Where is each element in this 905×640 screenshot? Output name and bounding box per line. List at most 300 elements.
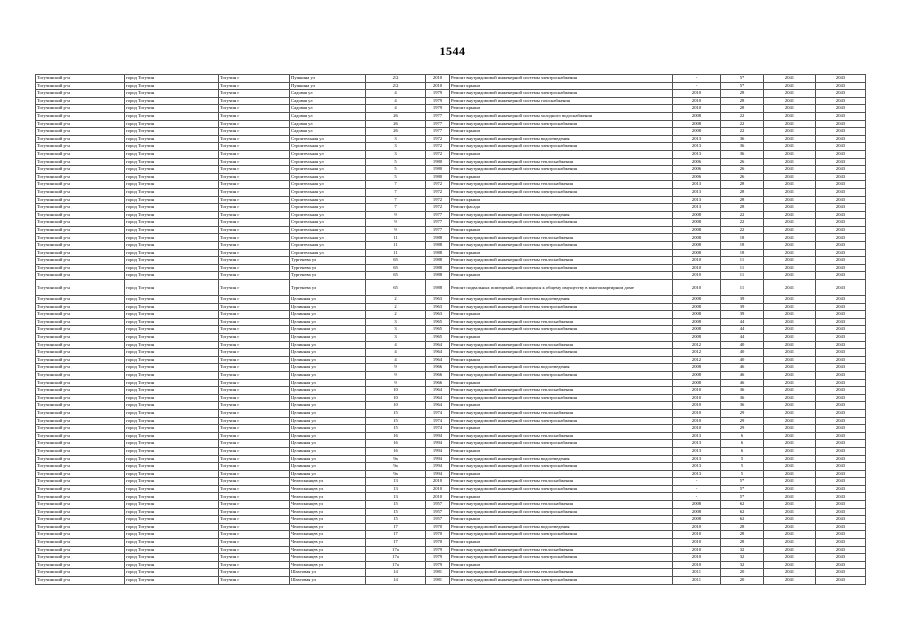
cell-dur: 5 (721, 455, 764, 463)
cell-district: Тогучинский р-н (36, 112, 125, 120)
cell-locality: Тогучин г (219, 463, 290, 471)
cell-work: Ремонт внутридомовой инженерной системы электроснабжения (450, 188, 673, 196)
table-row (36, 447, 866, 455)
cell-district: Тогучинский р-н (36, 432, 125, 440)
table-row (36, 364, 866, 372)
cell-ys: 2010 (673, 417, 721, 425)
cell-ys: 2011 (673, 577, 721, 585)
table-row (36, 478, 866, 486)
table-row (36, 143, 866, 151)
cell-work: Ремонт внутридомовой инженерной системы электроснабжения (450, 326, 673, 334)
cell-work: Ремонт внутридомовой инженерной системы электроснабжения (450, 394, 673, 402)
table-row (36, 226, 866, 234)
cell-to: 2043 (816, 296, 866, 304)
cell-dur: 40 (721, 349, 764, 357)
cell-from: 2041 (764, 402, 816, 410)
cell-dur: 36 (721, 402, 764, 410)
cell-from: 2041 (764, 349, 816, 357)
cell-district: Тогучинский р-н (36, 463, 125, 471)
cell-street: Целинная ул (290, 387, 366, 395)
cell-dur: 36 (721, 135, 764, 143)
cell-dur: 28 (721, 181, 764, 189)
cell-from: 2041 (764, 196, 816, 204)
cell-from: 2041 (764, 539, 816, 547)
cell-district: Тогучинский р-н (36, 166, 125, 174)
cell-to: 2043 (816, 234, 866, 242)
cell-locality: Тогучин г (219, 508, 290, 516)
cell-dur: 11 (721, 264, 764, 272)
cell-to: 2043 (816, 425, 866, 433)
cell-to: 2043 (816, 417, 866, 425)
table-row (36, 112, 866, 120)
cell-locality: Тогучин г (219, 143, 290, 151)
cell-work: Ремонт крыши (450, 272, 673, 280)
cell-year: 1979 (426, 105, 450, 113)
cell-district: Тогучинский р-н (36, 523, 125, 531)
table-row (36, 356, 866, 364)
cell-district: Тогучинский р-н (36, 326, 125, 334)
cell-locality: Тогучин г (219, 249, 290, 257)
cell-dur: 22 (721, 226, 764, 234)
cell-year: 1980 (426, 158, 450, 166)
cell-work: Ремонт внутридомовой инженерной системы водоотведения (450, 523, 673, 531)
cell-house: 2/2 (366, 75, 426, 83)
cell-street: Строительная ул (290, 188, 366, 196)
cell-street: Целинная ул (290, 440, 366, 448)
cell-street: Садовая ул (290, 120, 366, 128)
cell-locality: Тогучин г (219, 219, 290, 227)
cell-street: Строительная ул (290, 196, 366, 204)
cell-settlement: город Тогучин (125, 158, 219, 166)
cell-settlement: город Тогучин (125, 303, 219, 311)
cell-house: 9 (366, 211, 426, 219)
cell-ys: 2010 (673, 561, 721, 569)
cell-dur: 28 (721, 531, 764, 539)
cell-year: 1974 (426, 409, 450, 417)
cell-to: 2043 (816, 463, 866, 471)
cell-from: 2041 (764, 326, 816, 334)
cell-locality: Тогучин г (219, 82, 290, 90)
cell-district: Тогучинский р-н (36, 296, 125, 304)
table-row (36, 569, 866, 577)
cell-street: Строительная ул (290, 135, 366, 143)
cell-house: 15 (366, 417, 426, 425)
cell-ys: 2013 (673, 447, 721, 455)
cell-ys: 2008 (673, 242, 721, 250)
cell-from: 2041 (764, 112, 816, 120)
cell-district: Тогучинский р-н (36, 349, 125, 357)
cell-settlement: город Тогучин (125, 523, 219, 531)
cell-locality: Тогучин г (219, 394, 290, 402)
cell-ys: 2010 (673, 539, 721, 547)
cell-district: Тогучинский р-н (36, 173, 125, 181)
cell-house: 3 (366, 334, 426, 342)
cell-to: 2043 (816, 166, 866, 174)
table-row (36, 204, 866, 212)
cell-ys: 2012 (673, 349, 721, 357)
cell-settlement: город Тогучин (125, 379, 219, 387)
cell-house: 10 (366, 394, 426, 402)
cell-to: 2043 (816, 272, 866, 280)
table-row (36, 334, 866, 342)
table-row (36, 90, 866, 98)
cell-work: Ремонт внутридомовой инженерной системы электроснабжения (450, 143, 673, 151)
cell-year: 1977 (426, 226, 450, 234)
cell-locality: Тогучин г (219, 257, 290, 265)
cell-from: 2041 (764, 249, 816, 257)
cell-ys: 2012 (673, 356, 721, 364)
cell-house: 7 (366, 188, 426, 196)
cell-from: 2041 (764, 188, 816, 196)
cell-street: Садовая ул (290, 97, 366, 105)
table-row (36, 158, 866, 166)
cell-settlement: город Тогучин (125, 349, 219, 357)
cell-to: 2043 (816, 554, 866, 562)
cell-year: 2010 (426, 82, 450, 90)
cell-to: 2043 (816, 387, 866, 395)
cell-dur: 22 (721, 128, 764, 136)
cell-work: Ремонт внутридомовой инженерной системы электроснабжения (450, 531, 673, 539)
cell-settlement: город Тогучин (125, 516, 219, 524)
cell-from: 2041 (764, 478, 816, 486)
cell-locality: Тогучин г (219, 272, 290, 280)
table-row (36, 135, 866, 143)
cell-year: 1994 (426, 455, 450, 463)
cell-house: 9а (366, 470, 426, 478)
cell-dur: 39 (721, 303, 764, 311)
table-row (36, 440, 866, 448)
cell-ys: 2013 (673, 204, 721, 212)
cell-dur: 29 (721, 409, 764, 417)
cell-street: Челюскинцев ул (290, 546, 366, 554)
cell-work: Ремонт внутридомовой инженерной системы электроснабжения (450, 508, 673, 516)
cell-year: 1970 (426, 531, 450, 539)
cell-to: 2043 (816, 75, 866, 83)
cell-house: 26 (366, 112, 426, 120)
cell-from: 2041 (764, 531, 816, 539)
cell-street: Садовая ул (290, 112, 366, 120)
cell-dur: 29 (721, 417, 764, 425)
cell-to: 2043 (816, 516, 866, 524)
cell-district: Тогучинский р-н (36, 257, 125, 265)
cell-ys: 2010 (673, 280, 721, 296)
cell-dur: 44 (721, 326, 764, 334)
cell-dur: 11 (721, 272, 764, 280)
cell-district: Тогучинский р-н (36, 569, 125, 577)
cell-ys: 2010 (673, 554, 721, 562)
cell-year: 1980 (426, 166, 450, 174)
cell-from: 2041 (764, 356, 816, 364)
cell-ys: 2008 (673, 226, 721, 234)
cell-house: 5 (366, 158, 426, 166)
cell-district: Тогучинский р-н (36, 516, 125, 524)
cell-district: Тогучинский р-н (36, 196, 125, 204)
cell-to: 2043 (816, 264, 866, 272)
cell-house: 3 (366, 326, 426, 334)
cell-house: 4 (366, 105, 426, 113)
cell-ys: 2008 (673, 364, 721, 372)
table-row (36, 234, 866, 242)
cell-year: 1977 (426, 120, 450, 128)
cell-to: 2043 (816, 485, 866, 493)
table-body (36, 75, 866, 585)
cell-work: Ремонт внутридомовой инженерной системы теплоснабжения (450, 158, 673, 166)
cell-district: Тогучинский р-н (36, 455, 125, 463)
table-row (36, 280, 866, 296)
cell-ys: 2013 (673, 470, 721, 478)
cell-locality: Тогучин г (219, 105, 290, 113)
cell-street: Строительная ул (290, 173, 366, 181)
cell-to: 2043 (816, 303, 866, 311)
cell-year: 1965 (426, 326, 450, 334)
cell-to: 2043 (816, 501, 866, 509)
cell-work: Ремонт внутридомовой инженерной системы теплоснабжения (450, 432, 673, 440)
cell-house: 4 (366, 341, 426, 349)
cell-ys: 2010 (673, 402, 721, 410)
cell-district: Тогучинский р-н (36, 219, 125, 227)
cell-locality: Тогучин г (219, 561, 290, 569)
cell-locality: Тогучин г (219, 166, 290, 174)
cell-district: Тогучинский р-н (36, 143, 125, 151)
cell-locality: Тогучин г (219, 90, 290, 98)
cell-dur: 32 (721, 554, 764, 562)
cell-house: 2/2 (366, 82, 426, 90)
cell-street: Целинная ул (290, 296, 366, 304)
cell-from: 2041 (764, 90, 816, 98)
cell-house: 17а (366, 546, 426, 554)
cell-to: 2043 (816, 334, 866, 342)
cell-from: 2041 (764, 409, 816, 417)
repair-schedule-table (35, 74, 866, 585)
cell-settlement: город Тогучин (125, 478, 219, 486)
cell-ys: 2013 (673, 432, 721, 440)
cell-from: 2041 (764, 242, 816, 250)
cell-district: Тогучинский р-н (36, 303, 125, 311)
cell-house: 9 (366, 226, 426, 234)
cell-work: Ремонт фасада (450, 204, 673, 212)
cell-work: Ремонт внутридомовой инженерной системы холодного водоснабжения (450, 112, 673, 120)
cell-locality: Тогучин г (219, 196, 290, 204)
cell-ys: 2010 (673, 523, 721, 531)
cell-to: 2043 (816, 112, 866, 120)
cell-district: Тогучинский р-н (36, 546, 125, 554)
cell-settlement: город Тогучин (125, 546, 219, 554)
cell-ys: 2008 (673, 516, 721, 524)
cell-dur: 22 (721, 120, 764, 128)
cell-from: 2041 (764, 181, 816, 189)
cell-house: 5 (366, 173, 426, 181)
cell-dur: 26 (721, 158, 764, 166)
cell-settlement: город Тогучин (125, 128, 219, 136)
cell-to: 2043 (816, 379, 866, 387)
cell-year: 1972 (426, 150, 450, 158)
cell-settlement: город Тогучин (125, 561, 219, 569)
cell-from: 2041 (764, 257, 816, 265)
cell-locality: Тогучин г (219, 493, 290, 501)
cell-locality: Тогучин г (219, 455, 290, 463)
cell-to: 2043 (816, 577, 866, 585)
cell-settlement: город Тогучин (125, 485, 219, 493)
cell-locality: Тогучин г (219, 554, 290, 562)
cell-house: 13 (366, 493, 426, 501)
cell-settlement: город Тогучин (125, 334, 219, 342)
cell-locality: Тогучин г (219, 204, 290, 212)
cell-district: Тогучинский р-н (36, 493, 125, 501)
cell-year: 1988 (426, 280, 450, 296)
cell-to: 2043 (816, 97, 866, 105)
cell-work: Ремонт крыши (450, 470, 673, 478)
cell-year: 2010 (426, 75, 450, 83)
cell-from: 2041 (764, 577, 816, 585)
cell-dur: 46 (721, 364, 764, 372)
cell-dur: 5 (721, 470, 764, 478)
cell-district: Тогучинский р-н (36, 387, 125, 395)
cell-work: Ремонт внутридомовой инженерной системы электроснабжения (450, 166, 673, 174)
cell-dur: 62 (721, 501, 764, 509)
cell-settlement: город Тогучин (125, 356, 219, 364)
cell-work: Ремонт внутридомовой инженерной системы теплоснабжения (450, 546, 673, 554)
cell-work: Ремонт внутридомовой инженерной системы электроснабжения (450, 554, 673, 562)
cell-street: Челюскинцев ул (290, 539, 366, 547)
cell-house: 9а (366, 463, 426, 471)
cell-year: 1972 (426, 188, 450, 196)
cell-district: Тогучинский р-н (36, 470, 125, 478)
cell-locality: Тогучин г (219, 516, 290, 524)
cell-district: Тогучинский р-н (36, 226, 125, 234)
cell-settlement: город Тогучин (125, 569, 219, 577)
cell-dur: 26 (721, 166, 764, 174)
cell-year: 1979 (426, 561, 450, 569)
cell-house: 5 (366, 166, 426, 174)
cell-to: 2043 (816, 394, 866, 402)
cell-to: 2043 (816, 493, 866, 501)
cell-year: 1963 (426, 296, 450, 304)
cell-dur: 32 (721, 561, 764, 569)
cell-street: Строительная ул (290, 166, 366, 174)
cell-ys: 2008 (673, 318, 721, 326)
cell-district: Тогучинский р-н (36, 409, 125, 417)
cell-from: 2041 (764, 440, 816, 448)
cell-settlement: город Тогучин (125, 82, 219, 90)
cell-district: Тогучинский р-н (36, 249, 125, 257)
cell-ys: 2006 (673, 158, 721, 166)
cell-work: Ремонт внутридомовой инженерной системы теплоснабжения (450, 501, 673, 509)
cell-from: 2041 (764, 485, 816, 493)
cell-district: Тогучинский р-н (36, 128, 125, 136)
cell-to: 2043 (816, 349, 866, 357)
cell-from: 2041 (764, 82, 816, 90)
cell-ys: - (673, 478, 721, 486)
cell-to: 2043 (816, 569, 866, 577)
cell-district: Тогучинский р-н (36, 394, 125, 402)
cell-district: Тогучинский р-н (36, 508, 125, 516)
cell-from: 2041 (764, 387, 816, 395)
cell-settlement: город Тогучин (125, 280, 219, 296)
cell-house: 3 (366, 135, 426, 143)
cell-to: 2043 (816, 120, 866, 128)
table-row (36, 402, 866, 410)
cell-street: Пушкина ул (290, 75, 366, 83)
cell-locality: Тогучин г (219, 409, 290, 417)
cell-year: 1964 (426, 387, 450, 395)
table-row (36, 105, 866, 113)
cell-street: Целинная ул (290, 334, 366, 342)
cell-year: 2010 (426, 478, 450, 486)
cell-to: 2043 (816, 356, 866, 364)
cell-dur: 32 (721, 546, 764, 554)
cell-work: Ремонт внутридомовой инженерной системы теплоснабжения (450, 181, 673, 189)
cell-year: 1972 (426, 181, 450, 189)
cell-ys: - (673, 493, 721, 501)
cell-street: Садовая ул (290, 128, 366, 136)
cell-work: Ремонт крыши (450, 105, 673, 113)
cell-year: 1957 (426, 501, 450, 509)
cell-work: Ремонт внутридомовой инженерной системы теплоснабжения (450, 387, 673, 395)
table-row (36, 531, 866, 539)
cell-dur: 62 (721, 508, 764, 516)
cell-settlement: город Тогучин (125, 264, 219, 272)
cell-to: 2043 (816, 196, 866, 204)
cell-locality: Тогучин г (219, 539, 290, 547)
cell-locality: Тогучин г (219, 173, 290, 181)
table-row (36, 508, 866, 516)
cell-district: Тогучинский р-н (36, 539, 125, 547)
cell-street: Строительная ул (290, 181, 366, 189)
cell-street: Целинная ул (290, 364, 366, 372)
cell-district: Тогучинский р-н (36, 554, 125, 562)
cell-year: 1972 (426, 135, 450, 143)
cell-locality: Тогучин г (219, 112, 290, 120)
cell-year: 1994 (426, 440, 450, 448)
cell-locality: Тогучин г (219, 334, 290, 342)
cell-street: Челюскинцев ул (290, 478, 366, 486)
cell-year: 1977 (426, 219, 450, 227)
cell-work: Ремонт внутридомовой инженерной системы электроснабжения (450, 440, 673, 448)
cell-to: 2043 (816, 135, 866, 143)
cell-to: 2043 (816, 82, 866, 90)
cell-locality: Тогучин г (219, 234, 290, 242)
cell-work: Ремонт внутридомовой инженерной системы теплоснабжения (450, 257, 673, 265)
cell-from: 2041 (764, 272, 816, 280)
cell-dur: 28 (721, 196, 764, 204)
cell-year: 1970 (426, 523, 450, 531)
cell-street: Целинная ул (290, 326, 366, 334)
cell-street: Целинная ул (290, 432, 366, 440)
cell-house: 10 (366, 387, 426, 395)
cell-from: 2041 (764, 150, 816, 158)
cell-house: 3 (366, 150, 426, 158)
cell-district: Тогучинский р-н (36, 425, 125, 433)
cell-settlement: город Тогучин (125, 455, 219, 463)
cell-work: Ремонт крыши (450, 447, 673, 455)
cell-from: 2041 (764, 143, 816, 151)
cell-to: 2043 (816, 143, 866, 151)
cell-district: Тогучинский р-н (36, 341, 125, 349)
cell-dur: 39 (721, 311, 764, 319)
cell-settlement: город Тогучин (125, 493, 219, 501)
cell-to: 2043 (816, 226, 866, 234)
cell-settlement: город Тогучин (125, 531, 219, 539)
cell-from: 2041 (764, 379, 816, 387)
cell-from: 2041 (764, 226, 816, 234)
cell-street: Целинная ул (290, 394, 366, 402)
cell-year: 1981 (426, 569, 450, 577)
cell-work: Ремонт внутридомовой инженерной системы электроснабжения (450, 264, 673, 272)
cell-from: 2041 (764, 371, 816, 379)
cell-locality: Тогучин г (219, 188, 290, 196)
cell-district: Тогучинский р-н (36, 242, 125, 250)
cell-settlement: город Тогучин (125, 539, 219, 547)
